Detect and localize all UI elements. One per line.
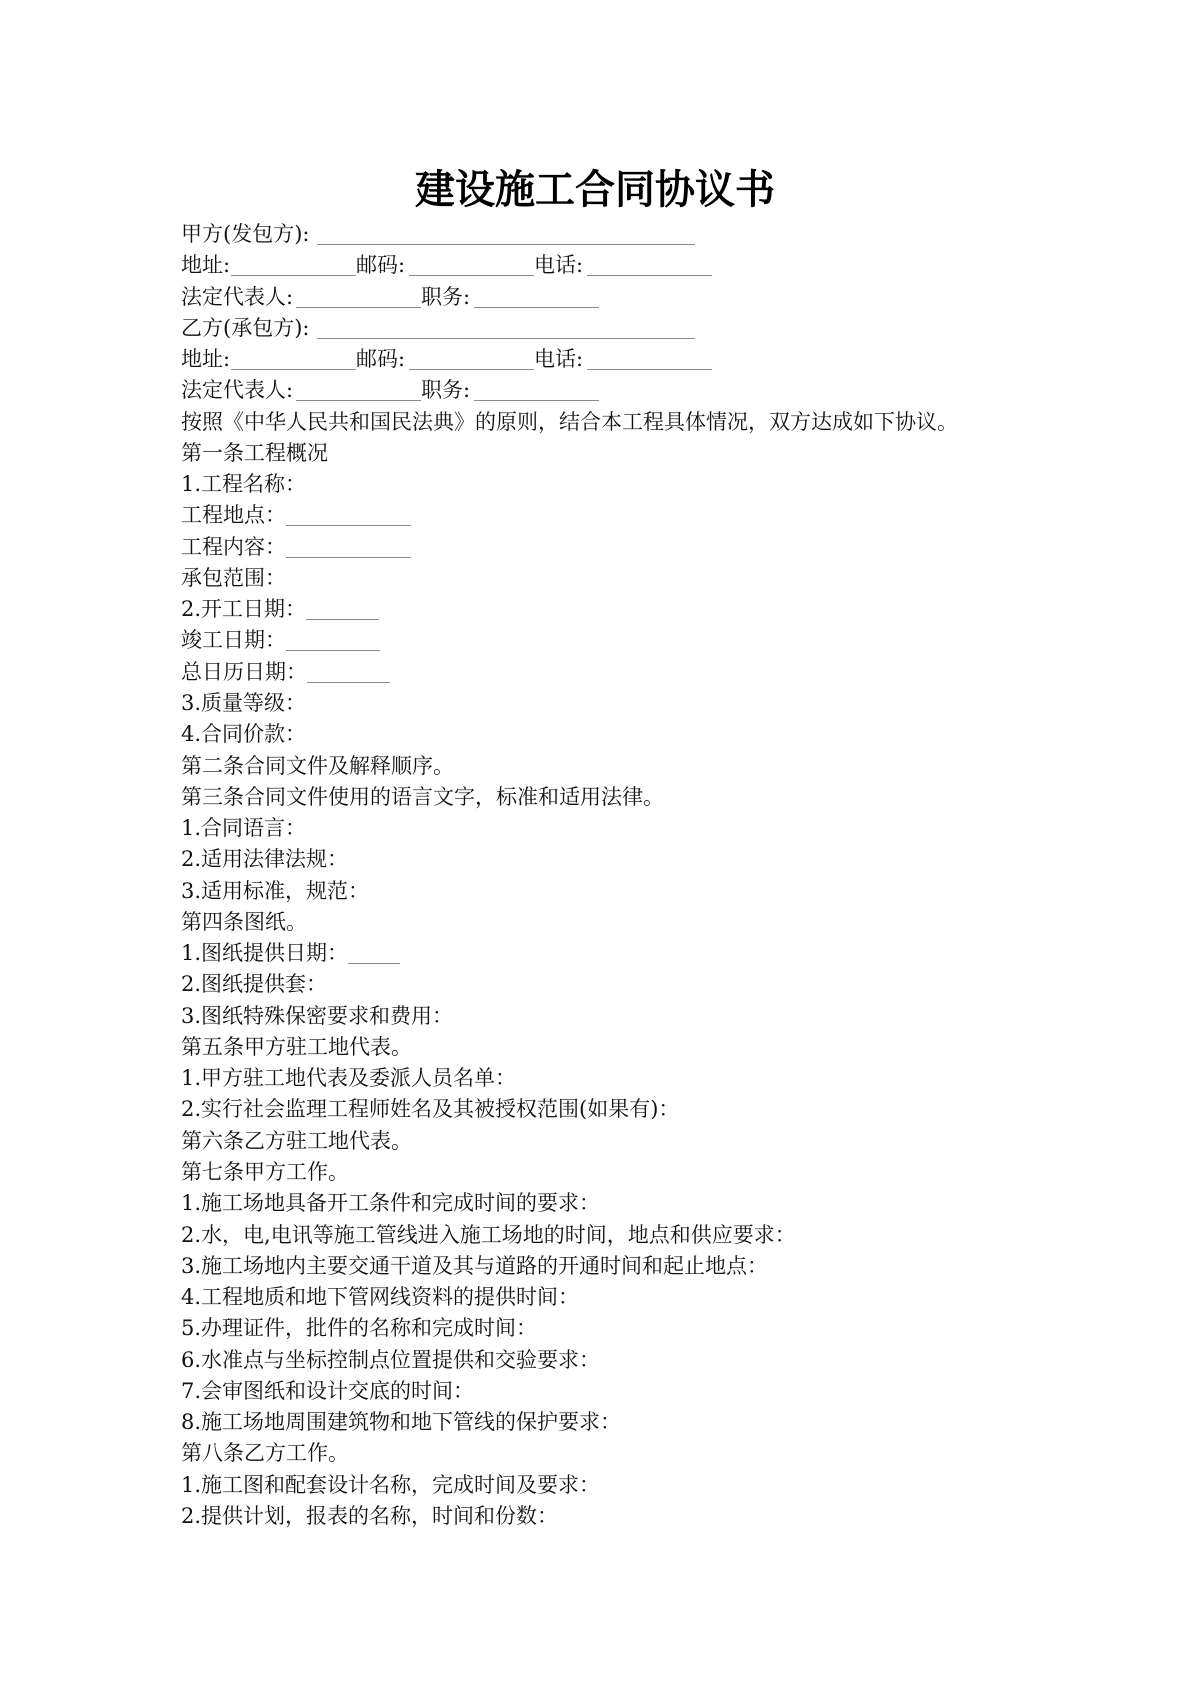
document-title: 建设施工合同协议书	[415, 166, 775, 213]
project-location-line	[181, 500, 1081, 531]
party-b-phone-blank	[587, 355, 712, 370]
party-b-contact-line	[181, 344, 1081, 375]
article-4-heading: 第四条图纸。	[181, 909, 307, 934]
party-a-rep-line	[181, 282, 1081, 313]
project-content-line	[181, 532, 1081, 563]
party-a-postcode-blank	[409, 261, 534, 276]
project-location-blank	[286, 511, 411, 526]
drawing-date-label: 1.图纸提供日期：	[181, 941, 349, 966]
article-4-item: 3.图纸特殊保密要求和费用：	[181, 1003, 454, 1028]
party-a-name-label: 甲方(发包方):	[181, 222, 310, 246]
article-7-item: 6.水准点与坐标控制点位置提供和交验要求：	[181, 1347, 601, 1372]
article-2-heading: 第二条合同文件及解释顺序。	[181, 753, 454, 778]
finish-date-line	[181, 625, 1081, 656]
party-b-rep-line	[181, 375, 1081, 406]
party-a-phone-label: 电话:	[534, 253, 584, 278]
article-7-item: 4.工程地质和地下管网线资料的提供时间：	[181, 1285, 580, 1310]
article-3-item: 1.合同语言：	[181, 816, 307, 841]
party-a-rep-label: 法定代表人:	[181, 284, 294, 309]
article-4-item: 2.图纸提供套：	[181, 972, 328, 997]
article-1-heading: 第一条工程概况	[181, 440, 328, 465]
article-7-item: 3.施工场地内主要交通干道及其与道路的开通时间和起止地点：	[181, 1253, 769, 1278]
drawing-date-blank	[348, 949, 400, 964]
party-b-position-blank	[474, 386, 599, 401]
article-8-heading: 第八条乙方工作。	[181, 1441, 349, 1466]
party-b-rep-label: 法定代表人:	[181, 378, 294, 403]
drawing-date-line	[181, 938, 1081, 969]
article-6-heading: 第六条乙方驻工地代表。	[181, 1128, 412, 1153]
party-a-phone-blank	[587, 261, 712, 276]
party-a-position-blank	[474, 293, 599, 308]
party-a-position-label: 职务:	[421, 284, 471, 309]
total-days-label: 总日历日期：	[181, 659, 307, 684]
party-a-name-blank	[317, 230, 695, 245]
preamble: 按照《中华人民共和国民法典》的原则，结合本工程具体情况，双方达成如下协议。	[181, 409, 958, 434]
start-date-blank	[306, 605, 379, 620]
quality-grade-item: 3.质量等级：	[181, 690, 307, 715]
party-b-position-label: 职务:	[421, 378, 471, 403]
article-7-item: 1.施工场地具备开工条件和完成时间的要求：	[181, 1191, 601, 1216]
article-5-item: 2.实行社会监理工程师姓名及其被授权范围(如果有)：	[181, 1097, 680, 1122]
article-7-item: 5.办理证件，批件的名称和完成时间：	[181, 1316, 538, 1341]
project-content-blank	[286, 543, 411, 558]
party-b-name-label: 乙方(承包方):	[181, 315, 310, 340]
start-date-line	[181, 594, 1081, 625]
document-body	[181, 219, 1081, 1532]
article-5-item: 1.甲方驻工地代表及委派人员名单：	[181, 1066, 517, 1091]
article-7-item: 7.会审图纸和设计交底的时间：	[181, 1378, 475, 1403]
party-b-rep-blank	[296, 386, 421, 401]
party-a-contact-line	[181, 250, 1081, 281]
party-a-postcode-label: 邮码:	[356, 253, 406, 278]
article-7-heading: 第七条甲方工作。	[181, 1159, 349, 1184]
party-b-postcode-blank	[409, 355, 534, 370]
project-name-item: 1.工程名称：	[181, 472, 307, 497]
contract-scope-item: 承包范围：	[181, 565, 286, 590]
project-location-label: 工程地点：	[181, 503, 286, 528]
article-8-item: 2.提供计划，报表的名称，时间和份数：	[181, 1503, 559, 1528]
total-days-line	[181, 657, 1081, 688]
party-a-rep-blank	[296, 293, 421, 308]
article-3-item: 2.适用法律法规：	[181, 847, 349, 872]
article-8-item: 1.施工图和配套设计名称，完成时间及要求：	[181, 1472, 601, 1497]
party-a-name-line	[181, 219, 1081, 250]
start-date-label: 2.开工日期：	[181, 597, 307, 622]
article-3-heading: 第三条合同文件使用的语言文字，标准和适用法律。	[181, 784, 664, 809]
article-5-heading: 第五条甲方驻工地代表。	[181, 1034, 412, 1059]
party-b-postcode-label: 邮码:	[356, 347, 406, 372]
project-content-label: 工程内容：	[181, 534, 286, 559]
party-b-address-blank	[231, 355, 356, 370]
article-3-item: 3.适用标准，规范：	[181, 878, 370, 903]
party-b-name-line	[181, 313, 1081, 344]
finish-date-blank	[286, 636, 380, 651]
party-a-address-blank	[231, 261, 356, 276]
article-7-item: 8.施工场地周围建筑物和地下管线的保护要求：	[181, 1410, 622, 1435]
party-b-name-blank	[317, 324, 695, 339]
party-a-address-label: 地址:	[181, 253, 231, 278]
total-days-blank	[307, 668, 390, 683]
party-b-address-label: 地址:	[181, 347, 231, 372]
contract-price-item: 4.合同价款：	[181, 722, 307, 747]
party-b-phone-label: 电话:	[534, 347, 584, 372]
article-7-item: 2.水，电,电讯等施工管线进入施工场地的时间，地点和供应要求：	[181, 1222, 796, 1247]
finish-date-label: 竣工日期：	[181, 628, 286, 653]
